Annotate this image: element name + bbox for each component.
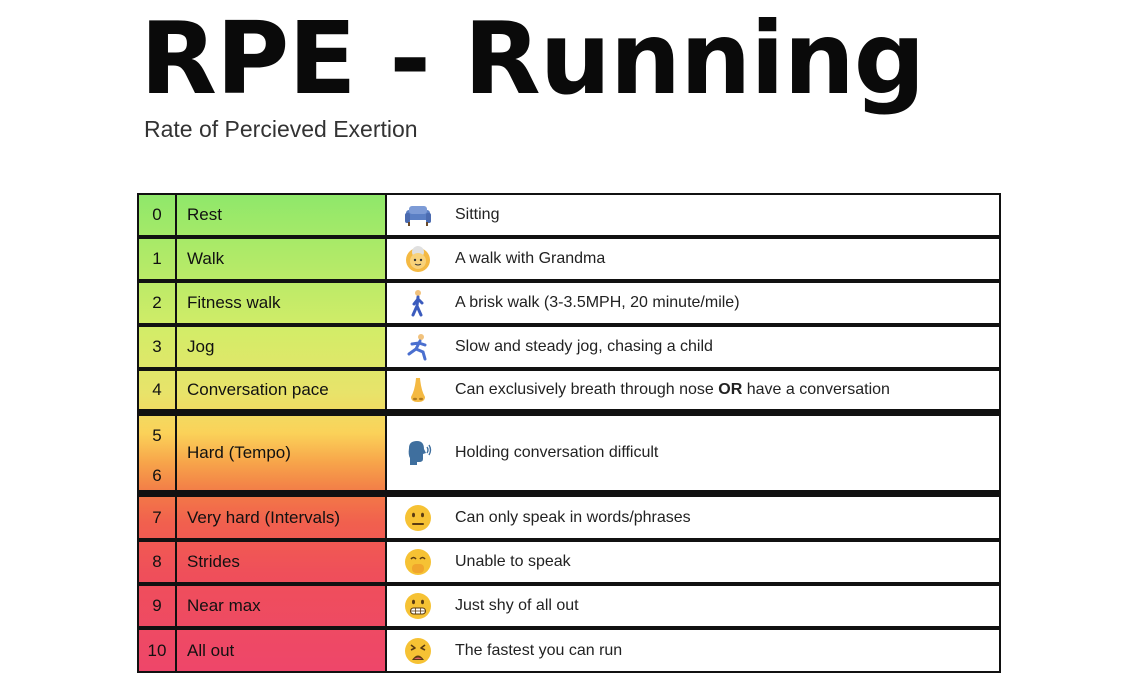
table-row xyxy=(137,281,1001,325)
rpe-number: 5 xyxy=(152,426,162,445)
rpe-description: A brisk walk (3-3.5MPH, 20 minute/mile) xyxy=(455,294,740,311)
rpe-description: Slow and steady jog, chasing a child xyxy=(455,338,713,355)
rpe-description: Can only speak in words/phrases xyxy=(455,508,691,526)
rpe-description-cell xyxy=(387,495,1001,540)
rpe-number: 6 xyxy=(152,466,162,485)
rpe-level-name: Very hard (Intervals) xyxy=(177,495,387,540)
rpe-level-name: All out xyxy=(177,628,387,673)
table-row xyxy=(137,495,1001,540)
rpe-description: Holding conversation difficult xyxy=(455,444,659,461)
rpe-description: The fastest you can run xyxy=(455,641,623,659)
rpe-level-name: Jog xyxy=(177,325,387,369)
rpe-description-cell xyxy=(387,628,1001,673)
rpe-level-name: Fitness walk xyxy=(177,281,387,325)
table-row xyxy=(137,193,1001,237)
rpe-description-cell xyxy=(387,193,1001,237)
running-person-icon xyxy=(403,332,433,362)
rpe-number: 4 xyxy=(137,369,177,411)
rpe-description: Just shy of all out xyxy=(455,597,579,614)
face-with-hand-over-mouth-icon xyxy=(403,547,433,577)
rpe-number: 1 xyxy=(137,237,177,281)
table-row xyxy=(137,628,1001,673)
rpe-number: 7 xyxy=(137,495,177,540)
rpe-description xyxy=(455,381,890,399)
rpe-level-name: Rest xyxy=(177,193,387,237)
description-emphasis: OR xyxy=(718,381,743,398)
rpe-number: 9 xyxy=(137,584,177,628)
rpe-description-cell xyxy=(387,325,1001,369)
rpe-description-cell xyxy=(387,281,1001,325)
nose-icon xyxy=(403,375,433,405)
table-row xyxy=(137,584,1001,628)
rpe-number: 3 xyxy=(137,325,177,369)
older-woman-icon xyxy=(403,244,433,274)
rpe-table xyxy=(137,193,1001,673)
table-row xyxy=(137,237,1001,281)
page-title: RPE - Running xyxy=(140,0,925,117)
rpe-description: Unable to speak xyxy=(455,553,571,570)
table-row xyxy=(137,369,1001,411)
rpe-number: 10 xyxy=(137,628,177,673)
page-subtitle: Rate of Percieved Exertion xyxy=(144,116,418,142)
rpe-level-name: Walk xyxy=(177,237,387,281)
description-text-start: Can exclusively breath through nose xyxy=(455,381,719,398)
tired-face-icon xyxy=(403,636,433,666)
table-row xyxy=(137,325,1001,369)
rpe-level-name: Strides xyxy=(177,540,387,584)
rpe-number-range xyxy=(137,411,177,495)
rpe-description: A walk with Grandma xyxy=(455,250,606,267)
rpe-description-cell xyxy=(387,584,1001,628)
description-text-end: have a conversation xyxy=(742,381,890,398)
rpe-description-cell xyxy=(387,411,1001,495)
neutral-face-icon xyxy=(403,503,433,533)
walking-person-icon xyxy=(403,288,433,318)
rpe-level-name: Hard (Tempo) xyxy=(177,411,387,495)
rpe-description-cell xyxy=(387,369,1001,411)
rpe-description-cell xyxy=(387,540,1001,584)
rpe-number: 8 xyxy=(137,540,177,584)
rpe-number: 0 xyxy=(137,193,177,237)
rpe-level-name: Near max xyxy=(177,584,387,628)
couch-icon xyxy=(403,200,433,230)
rpe-number: 2 xyxy=(137,281,177,325)
table-row xyxy=(137,411,1001,495)
speaking-head-icon xyxy=(403,438,433,468)
table-row xyxy=(137,540,1001,584)
grimacing-face-icon xyxy=(403,591,433,621)
rpe-description: Sitting xyxy=(455,206,500,223)
rpe-level-name: Conversation pace xyxy=(177,369,387,411)
rpe-description-cell xyxy=(387,237,1001,281)
